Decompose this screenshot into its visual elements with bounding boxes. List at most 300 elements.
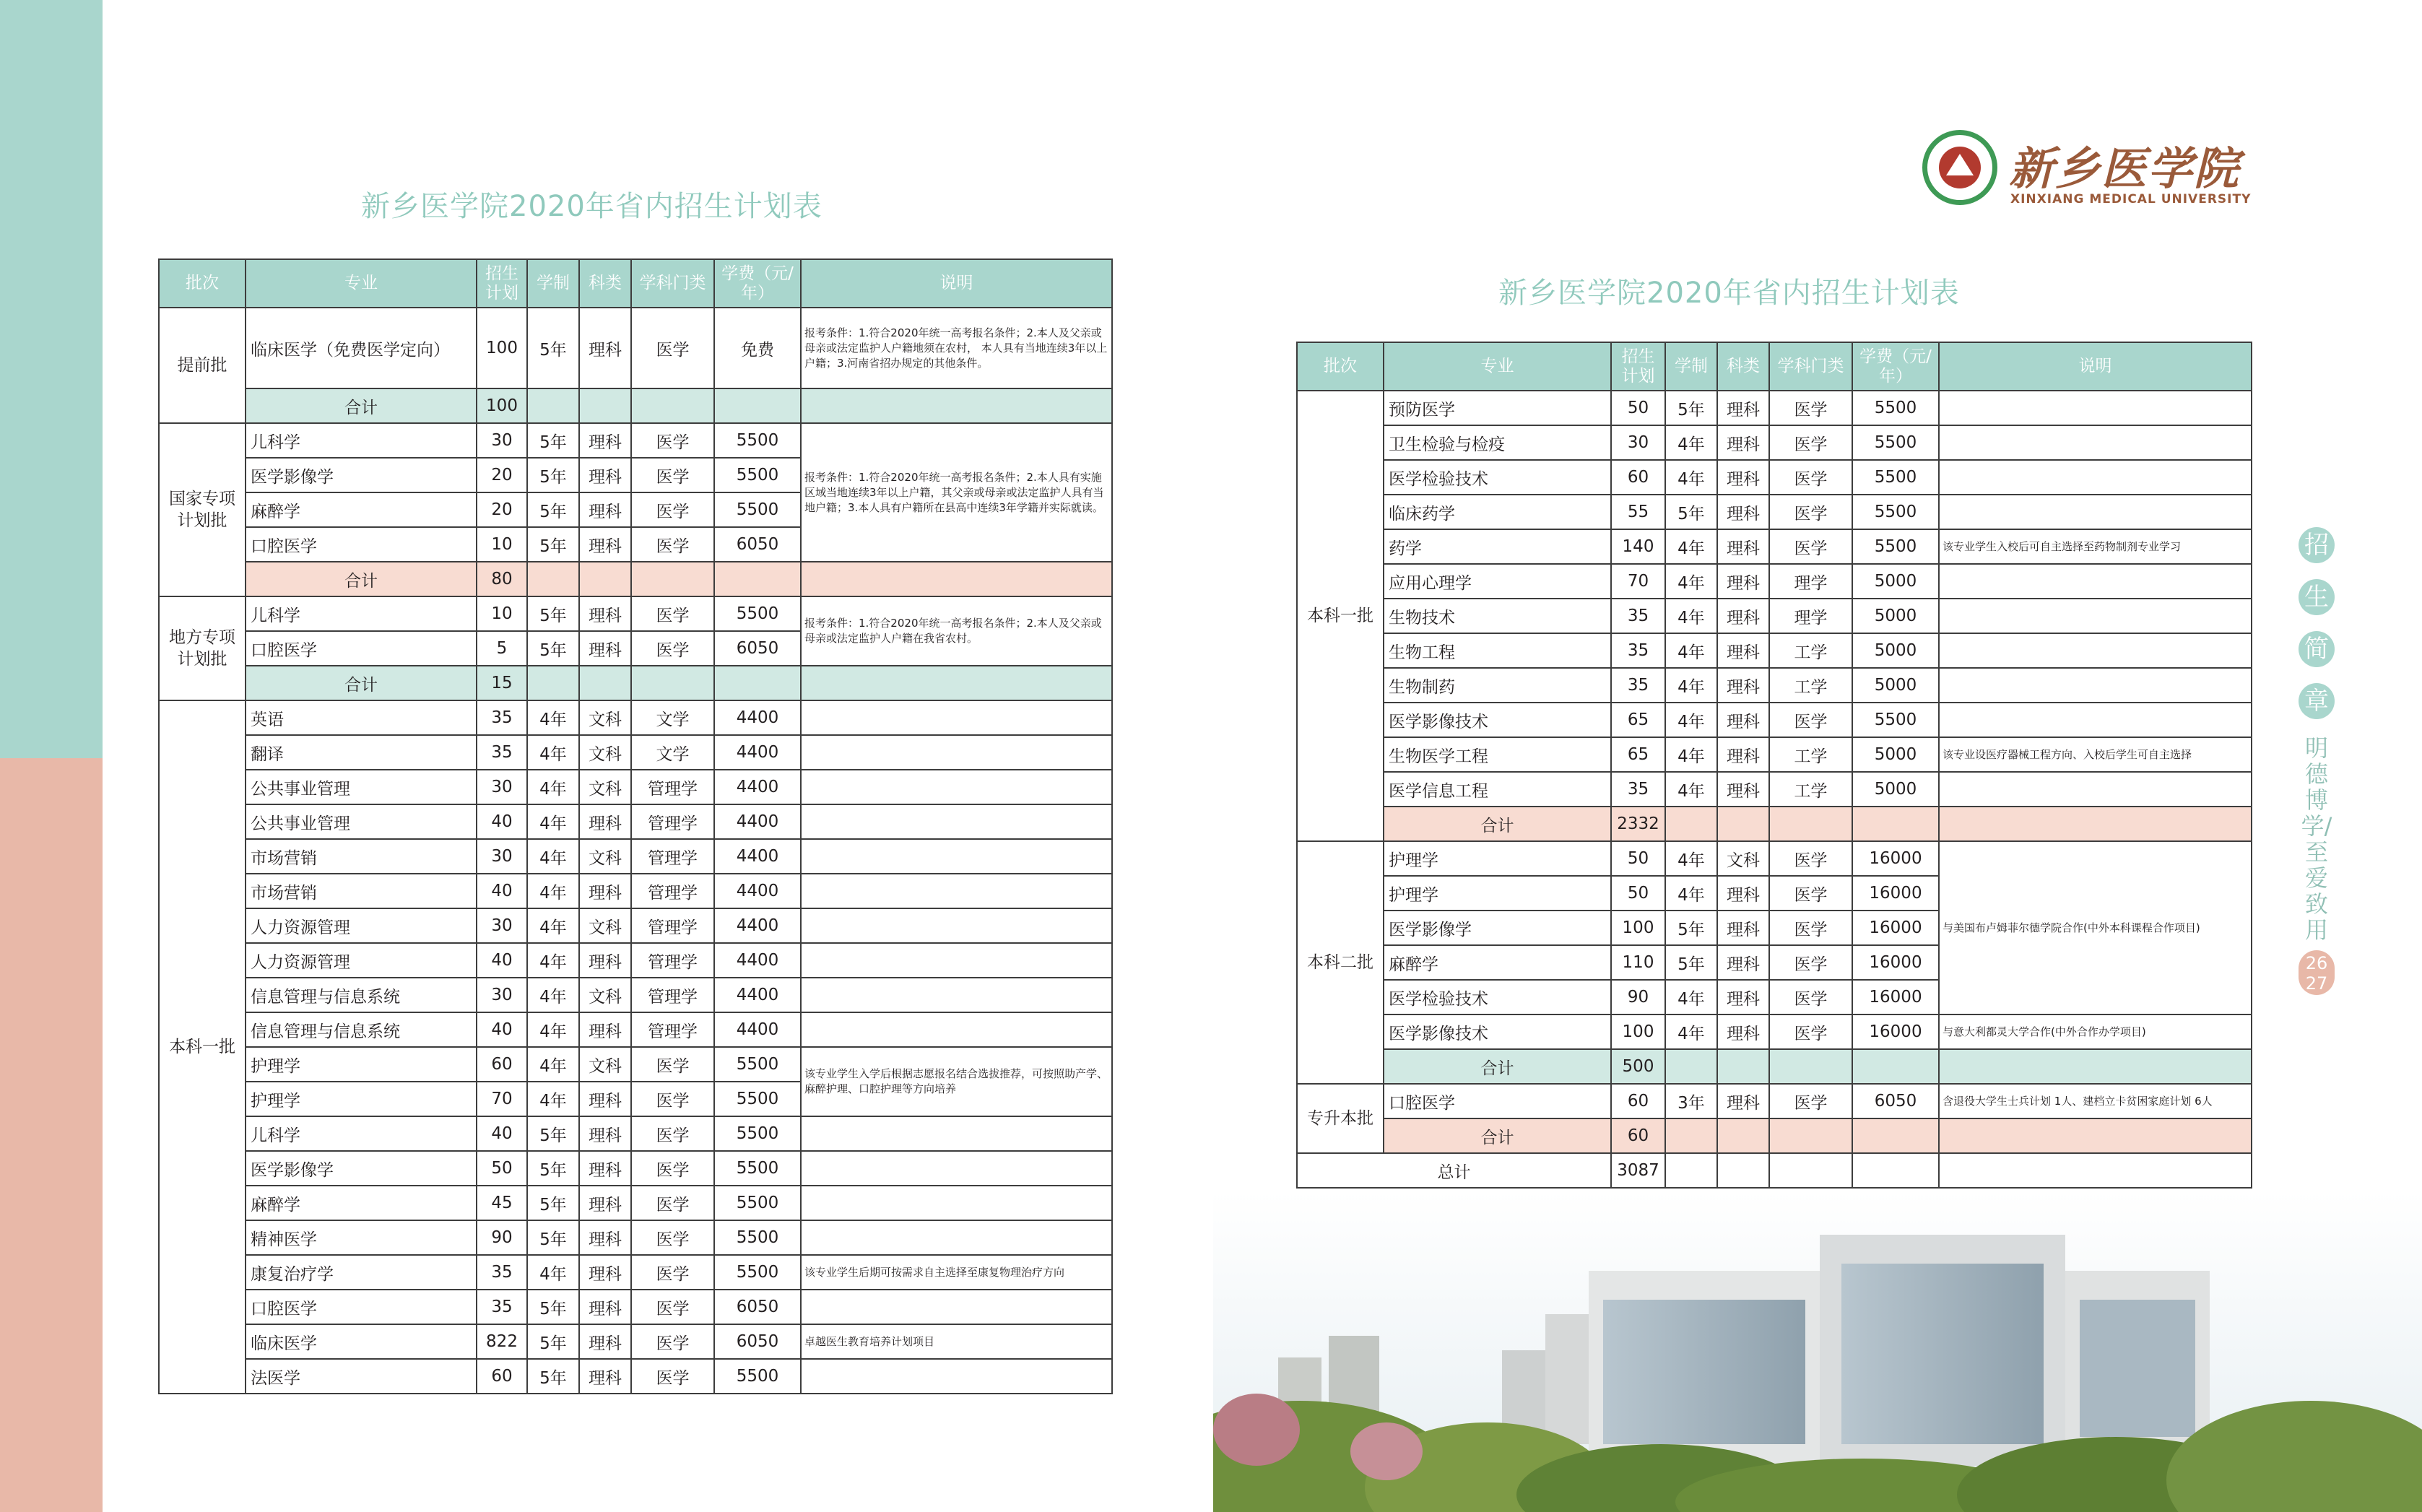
note-cell: [1939, 668, 2252, 703]
category-cell: 理科: [579, 1012, 631, 1047]
tuition-cell: 5500: [1852, 460, 1939, 495]
discipline-cell: 医学: [1769, 911, 1852, 945]
category-cell: 理科: [1717, 529, 1769, 564]
tuition-cell: 16000: [1852, 876, 1939, 911]
note-cell: [801, 804, 1112, 839]
table-row: [159, 735, 1112, 770]
tuition-cell: 16000: [1852, 945, 1939, 980]
major-cell: 护理学: [246, 1082, 477, 1116]
major-cell: 市场营销: [246, 839, 477, 874]
tuition-cell: 16000: [1852, 911, 1939, 945]
tuition-cell: 4400: [714, 804, 801, 839]
note-cell: [801, 700, 1112, 735]
table-row: [159, 770, 1112, 804]
major-cell: 精神医学: [246, 1220, 477, 1255]
empty-cell: [1665, 1153, 1717, 1188]
years-cell: 4年: [1665, 703, 1717, 737]
table-row: [159, 1047, 1112, 1082]
discipline-cell: 医学: [1769, 425, 1852, 460]
discipline-cell: 工学: [1769, 737, 1852, 772]
years-cell: 5年: [527, 1116, 579, 1151]
logo-name: 新乡医学院: [2009, 142, 2241, 195]
table-row: [159, 1116, 1112, 1151]
note-cell: [801, 1116, 1112, 1151]
category-cell: 理科: [1717, 911, 1769, 945]
years-cell: 5年: [1665, 495, 1717, 529]
quota-cell: 50: [477, 1151, 527, 1186]
major-cell: 生物制药: [1384, 668, 1611, 703]
category-cell: 理科: [1717, 460, 1769, 495]
subtotal-value: 80: [477, 562, 527, 596]
years-cell: 4年: [1665, 980, 1717, 1014]
subtotal-label: 合计: [1384, 807, 1611, 841]
table-row: [1297, 668, 2252, 703]
quota-cell: 100: [477, 308, 527, 388]
major-cell: 口腔医学: [246, 1290, 477, 1324]
empty-cell: [1717, 1118, 1769, 1153]
quota-cell: 10: [477, 527, 527, 562]
discipline-cell: 医学: [1769, 391, 1852, 425]
header-quota: 招生计划: [1611, 342, 1665, 391]
tuition-cell: 4400: [714, 874, 801, 908]
category-cell: 理科: [1717, 980, 1769, 1014]
batch-cell: 本科二批: [1297, 841, 1384, 1084]
batch-cell: 本科一批: [159, 700, 246, 1394]
category-cell: 理科: [579, 596, 631, 631]
category-cell: 理科: [579, 1116, 631, 1151]
major-cell: 临床医学: [246, 1324, 477, 1359]
empty-cell: [1852, 1118, 1939, 1153]
major-cell: 生物医学工程: [1384, 737, 1611, 772]
category-cell: 理科: [579, 1359, 631, 1394]
tuition-cell: 5500: [1852, 425, 1939, 460]
category-cell: 文科: [579, 735, 631, 770]
category-cell: 理科: [1717, 668, 1769, 703]
major-cell: 麻醉学: [246, 492, 477, 527]
table-row: [159, 1012, 1112, 1047]
major-cell: 护理学: [1384, 876, 1611, 911]
table-row: [1297, 841, 2252, 876]
discipline-cell: 医学: [1769, 529, 1852, 564]
category-cell: 理科: [1717, 737, 1769, 772]
discipline-cell: 医学: [631, 458, 714, 492]
years-cell: 4年: [1665, 460, 1717, 495]
table-row: [1297, 633, 2252, 668]
side-caption: [2299, 527, 2335, 995]
category-cell: 理科: [1717, 599, 1769, 633]
tuition-cell: 4400: [714, 735, 801, 770]
note-cell: 报考条件：1.符合2020年统一高考报名条件；2.本人及父亲或母亲或法定监护人户籍地须在农村， 本人具有当地连续3年以上户籍；3.河南省招办规定的其他条件。: [801, 308, 1112, 388]
table-row: [159, 1324, 1112, 1359]
discipline-cell: 医学: [631, 1186, 714, 1220]
discipline-cell: 医学: [631, 1359, 714, 1394]
major-cell: 生物技术: [1384, 599, 1611, 633]
major-cell: 信息管理与信息系统: [246, 978, 477, 1012]
quota-cell: 40: [477, 804, 527, 839]
table-row: [1297, 772, 2252, 807]
quota-cell: 60: [477, 1359, 527, 1394]
subtotal-value: 60: [1611, 1118, 1665, 1153]
years-cell: 3年: [1665, 1084, 1717, 1118]
table-row: [159, 1186, 1112, 1220]
major-cell: 儿科学: [246, 1116, 477, 1151]
discipline-cell: 医学: [1769, 945, 1852, 980]
tuition-cell: 5500: [714, 1082, 801, 1116]
table-row: [159, 804, 1112, 839]
discipline-cell: 工学: [1769, 772, 1852, 807]
quota-cell: 50: [1611, 876, 1665, 911]
subtotal-row: [159, 562, 1112, 596]
category-cell: 文科: [1717, 841, 1769, 876]
category-cell: 理科: [1717, 564, 1769, 599]
category-cell: 理科: [579, 1324, 631, 1359]
tuition-cell: 5000: [1852, 599, 1939, 633]
major-cell: 麻醉学: [1384, 945, 1611, 980]
table-row: [159, 308, 1112, 388]
empty-cell: [714, 562, 801, 596]
note-cell: [1939, 633, 2252, 668]
major-cell: 康复治疗学: [246, 1255, 477, 1290]
quota-cell: 20: [477, 492, 527, 527]
empty-cell: [1665, 807, 1717, 841]
tuition-cell: 5500: [714, 1186, 801, 1220]
side-char-4: 章: [2299, 683, 2335, 719]
note-cell: [1939, 772, 2252, 807]
major-cell: 市场营销: [246, 874, 477, 908]
years-cell: 4年: [1665, 772, 1717, 807]
tuition-cell: 4400: [714, 1012, 801, 1047]
years-cell: 5年: [1665, 945, 1717, 980]
table-row: [1297, 391, 2252, 425]
tuition-cell: 4400: [714, 700, 801, 735]
table-row: [1297, 737, 2252, 772]
tuition-cell: 16000: [1852, 980, 1939, 1014]
years-cell: 4年: [1665, 1014, 1717, 1049]
quota-cell: 55: [1611, 495, 1665, 529]
empty-cell: [579, 666, 631, 700]
years-cell: 4年: [527, 1255, 579, 1290]
quota-cell: 100: [1611, 1014, 1665, 1049]
category-cell: 文科: [579, 839, 631, 874]
quota-cell: 70: [477, 1082, 527, 1116]
empty-cell: [1769, 1118, 1852, 1153]
note-cell: [1939, 599, 2252, 633]
table-row: [159, 978, 1112, 1012]
major-cell: 医学影像学: [246, 458, 477, 492]
empty-cell: [1852, 807, 1939, 841]
category-cell: 理科: [1717, 1084, 1769, 1118]
years-cell: 4年: [1665, 737, 1717, 772]
category-cell: 理科: [1717, 772, 1769, 807]
quota-cell: 60: [477, 1047, 527, 1082]
category-cell: 文科: [579, 700, 631, 735]
table-row: [1297, 564, 2252, 599]
discipline-cell: 医学: [631, 527, 714, 562]
university-logo: [1922, 130, 2254, 211]
tuition-cell: 5500: [714, 1220, 801, 1255]
years-cell: 4年: [527, 1047, 579, 1082]
major-cell: 医学信息工程: [1384, 772, 1611, 807]
empty-cell: [714, 388, 801, 423]
note-cell: 与美国布卢姆菲尔德学院合作(中外本科课程合作项目): [1939, 841, 2252, 1014]
quota-cell: 35: [1611, 772, 1665, 807]
table-row: [159, 908, 1112, 943]
category-cell: 理科: [579, 458, 631, 492]
quota-cell: 35: [1611, 668, 1665, 703]
tuition-cell: 6050: [714, 631, 801, 666]
category-cell: 理科: [1717, 703, 1769, 737]
empty-cell: [1939, 807, 2252, 841]
tuition-cell: 16000: [1852, 841, 1939, 876]
subtotal-label: 合计: [1384, 1049, 1611, 1084]
subtotal-row: [159, 666, 1112, 700]
table-row: [1297, 460, 2252, 495]
note-cell: 该专业学生入学后根据志愿报名结合选拔推荐，可按照助产学、麻醉护理、口腔护理等方向培养: [801, 1047, 1112, 1116]
subtotal-label: 合计: [246, 562, 477, 596]
years-cell: 5年: [527, 492, 579, 527]
tuition-cell: 5000: [1852, 737, 1939, 772]
major-cell: 麻醉学: [246, 1186, 477, 1220]
note-cell: [801, 1220, 1112, 1255]
tuition-cell: 4400: [714, 908, 801, 943]
header-category: 科类: [579, 259, 631, 308]
discipline-cell: 医学: [631, 1290, 714, 1324]
category-cell: 理科: [579, 1255, 631, 1290]
years-cell: 5年: [527, 1220, 579, 1255]
discipline-cell: 医学: [631, 1047, 714, 1082]
note-cell: [801, 735, 1112, 770]
years-cell: 5年: [527, 1186, 579, 1220]
empty-cell: [1852, 1049, 1939, 1084]
major-cell: 口腔医学: [1384, 1084, 1611, 1118]
discipline-cell: 医学: [631, 1082, 714, 1116]
discipline-cell: 工学: [1769, 668, 1852, 703]
category-cell: 文科: [579, 1047, 631, 1082]
category-cell: 理科: [1717, 1014, 1769, 1049]
table-row: [1297, 1084, 2252, 1118]
discipline-cell: 工学: [1769, 633, 1852, 668]
years-cell: 4年: [1665, 529, 1717, 564]
discipline-cell: 医学: [631, 1324, 714, 1359]
subtotal-value: 15: [477, 666, 527, 700]
table-row: [159, 1220, 1112, 1255]
discipline-cell: 医学: [631, 308, 714, 388]
note-cell: 该专业设医疗器械工程方向、入校后学生可自主选择: [1939, 737, 2252, 772]
subtotal-label: 合计: [246, 388, 477, 423]
header-batch: 批次: [1297, 342, 1384, 391]
discipline-cell: 管理学: [631, 804, 714, 839]
right-page-title: 新乡医学院2020年省内招生计划表: [1498, 277, 1960, 310]
right-enrollment-table: [1296, 342, 2252, 1189]
category-cell: 理科: [579, 492, 631, 527]
note-cell: [801, 943, 1112, 978]
note-cell: [1939, 564, 2252, 599]
tuition-cell: 5500: [714, 1047, 801, 1082]
empty-cell: [801, 666, 1112, 700]
years-cell: 4年: [527, 839, 579, 874]
empty-cell: [1717, 807, 1769, 841]
major-cell: 口腔医学: [246, 631, 477, 666]
note-cell: [801, 1359, 1112, 1394]
years-cell: 5年: [527, 631, 579, 666]
table-row: [1297, 599, 2252, 633]
side-motto: 明德博学/至爱致用: [2301, 734, 2332, 944]
major-cell: 医学影像技术: [1384, 1014, 1611, 1049]
note-cell: [801, 1012, 1112, 1047]
subtotal-label: 合计: [1384, 1118, 1611, 1153]
discipline-cell: 医学: [1769, 495, 1852, 529]
tuition-cell: 4400: [714, 839, 801, 874]
major-cell: 护理学: [1384, 841, 1611, 876]
left-pink-band: [0, 758, 103, 1512]
table-row: [1297, 703, 2252, 737]
grand-total-value: 3087: [1611, 1153, 1665, 1188]
years-cell: 5年: [527, 1290, 579, 1324]
major-cell: 公共事业管理: [246, 804, 477, 839]
category-cell: 理科: [579, 804, 631, 839]
tuition-cell: 5000: [1852, 668, 1939, 703]
major-cell: 卫生检验与检疫: [1384, 425, 1611, 460]
major-cell: 法医学: [246, 1359, 477, 1394]
subtotal-row: [1297, 1049, 2252, 1084]
category-cell: 理科: [579, 1151, 631, 1186]
quota-cell: 10: [477, 596, 527, 631]
quota-cell: 30: [477, 839, 527, 874]
category-cell: 文科: [579, 770, 631, 804]
major-cell: 护理学: [246, 1047, 477, 1082]
tuition-cell: 5000: [1852, 633, 1939, 668]
empty-cell: [527, 666, 579, 700]
quota-cell: 30: [477, 423, 527, 458]
empty-cell: [801, 388, 1112, 423]
major-cell: 医学检验技术: [1384, 980, 1611, 1014]
tuition-cell: 5500: [714, 1255, 801, 1290]
major-cell: 医学影像技术: [1384, 703, 1611, 737]
category-cell: 理科: [579, 874, 631, 908]
major-cell: 药学: [1384, 529, 1611, 564]
note-cell: [801, 1290, 1112, 1324]
table-row: [159, 423, 1112, 458]
header-discipline: 学科门类: [631, 259, 714, 308]
years-cell: 5年: [527, 458, 579, 492]
subtotal-row: [1297, 807, 2252, 841]
table-row: [159, 1359, 1112, 1394]
quota-cell: 30: [1611, 425, 1665, 460]
years-cell: 5年: [527, 1359, 579, 1394]
discipline-cell: 文学: [631, 700, 714, 735]
note-cell: [1939, 391, 2252, 425]
tuition-cell: 5500: [714, 1151, 801, 1186]
subtotal-label: 合计: [246, 666, 477, 700]
table-row: [1297, 495, 2252, 529]
discipline-cell: 医学: [1769, 1014, 1852, 1049]
note-cell: [1939, 425, 2252, 460]
table-row: [159, 1255, 1112, 1290]
left-enrollment-table: [158, 258, 1113, 1394]
years-cell: 4年: [527, 735, 579, 770]
header-discipline: 学科门类: [1769, 342, 1852, 391]
table-row: [159, 839, 1112, 874]
table-row: [159, 700, 1112, 735]
discipline-cell: 管理学: [631, 839, 714, 874]
grand-total-row: [1297, 1153, 2252, 1188]
discipline-cell: 管理学: [631, 770, 714, 804]
header-quota: 招生计划: [477, 259, 527, 308]
quota-cell: 35: [1611, 633, 1665, 668]
quota-cell: 35: [477, 1255, 527, 1290]
tuition-cell: 4400: [714, 943, 801, 978]
discipline-cell: 医学: [631, 423, 714, 458]
table-row: [159, 1151, 1112, 1186]
table-row: [1297, 1014, 2252, 1049]
quota-cell: 5: [477, 631, 527, 666]
quota-cell: 65: [1611, 703, 1665, 737]
empty-cell: [527, 562, 579, 596]
note-cell: [801, 874, 1112, 908]
category-cell: 理科: [1717, 633, 1769, 668]
tuition-cell: 6050: [1852, 1084, 1939, 1118]
discipline-cell: 医学: [1769, 460, 1852, 495]
empty-cell: [1769, 1049, 1852, 1084]
years-cell: 4年: [1665, 876, 1717, 911]
tuition-cell: 4400: [714, 770, 801, 804]
quota-cell: 70: [1611, 564, 1665, 599]
category-cell: 文科: [579, 908, 631, 943]
note-cell: 报考条件：1.符合2020年统一高考报名条件；2.本人及父亲或母亲或法定监护人户籍在我省农村。: [801, 596, 1112, 666]
years-cell: 4年: [1665, 841, 1717, 876]
table-row: [159, 1290, 1112, 1324]
years-cell: 4年: [527, 874, 579, 908]
header-years: 学制: [1665, 342, 1717, 391]
major-cell: 公共事业管理: [246, 770, 477, 804]
subtotal-value: 2332: [1611, 807, 1665, 841]
years-cell: 5年: [527, 527, 579, 562]
subtotal-value: 100: [477, 388, 527, 423]
table-row: [159, 874, 1112, 908]
years-cell: 5年: [1665, 911, 1717, 945]
years-cell: 5年: [527, 308, 579, 388]
quota-cell: 100: [1611, 911, 1665, 945]
empty-cell: [631, 666, 714, 700]
quota-cell: 30: [477, 978, 527, 1012]
category-cell: 理科: [579, 527, 631, 562]
quota-cell: 90: [477, 1220, 527, 1255]
years-cell: 4年: [527, 1082, 579, 1116]
years-cell: 4年: [527, 1012, 579, 1047]
quota-cell: 40: [477, 943, 527, 978]
tuition-cell: 5500: [1852, 495, 1939, 529]
discipline-cell: 医学: [631, 596, 714, 631]
tuition-cell: 5500: [1852, 703, 1939, 737]
quota-cell: 90: [1611, 980, 1665, 1014]
note-cell: [801, 1186, 1112, 1220]
empty-cell: [1852, 1153, 1939, 1188]
page-numbers: 26 27: [2299, 950, 2335, 995]
major-cell: 医学影像学: [246, 1151, 477, 1186]
quota-cell: 45: [477, 1186, 527, 1220]
table-row: [159, 596, 1112, 631]
empty-cell: [1939, 1049, 2252, 1084]
empty-cell: [801, 562, 1112, 596]
major-cell: 应用心理学: [1384, 564, 1611, 599]
note-cell: [801, 770, 1112, 804]
discipline-cell: 管理学: [631, 1012, 714, 1047]
header-tuition: 学费（元/年）: [714, 259, 801, 308]
empty-cell: [714, 666, 801, 700]
major-cell: 信息管理与信息系统: [246, 1012, 477, 1047]
note-cell: 报考条件：1.符合2020年统一高考报名条件；2.本人具有实施区域当地连续3年以上户籍，其父亲或母亲或法定监护人具有当地户籍；3.本人具有户籍所在县高中连续3年学籍并实际就读。: [801, 423, 1112, 562]
major-cell: 英语: [246, 700, 477, 735]
